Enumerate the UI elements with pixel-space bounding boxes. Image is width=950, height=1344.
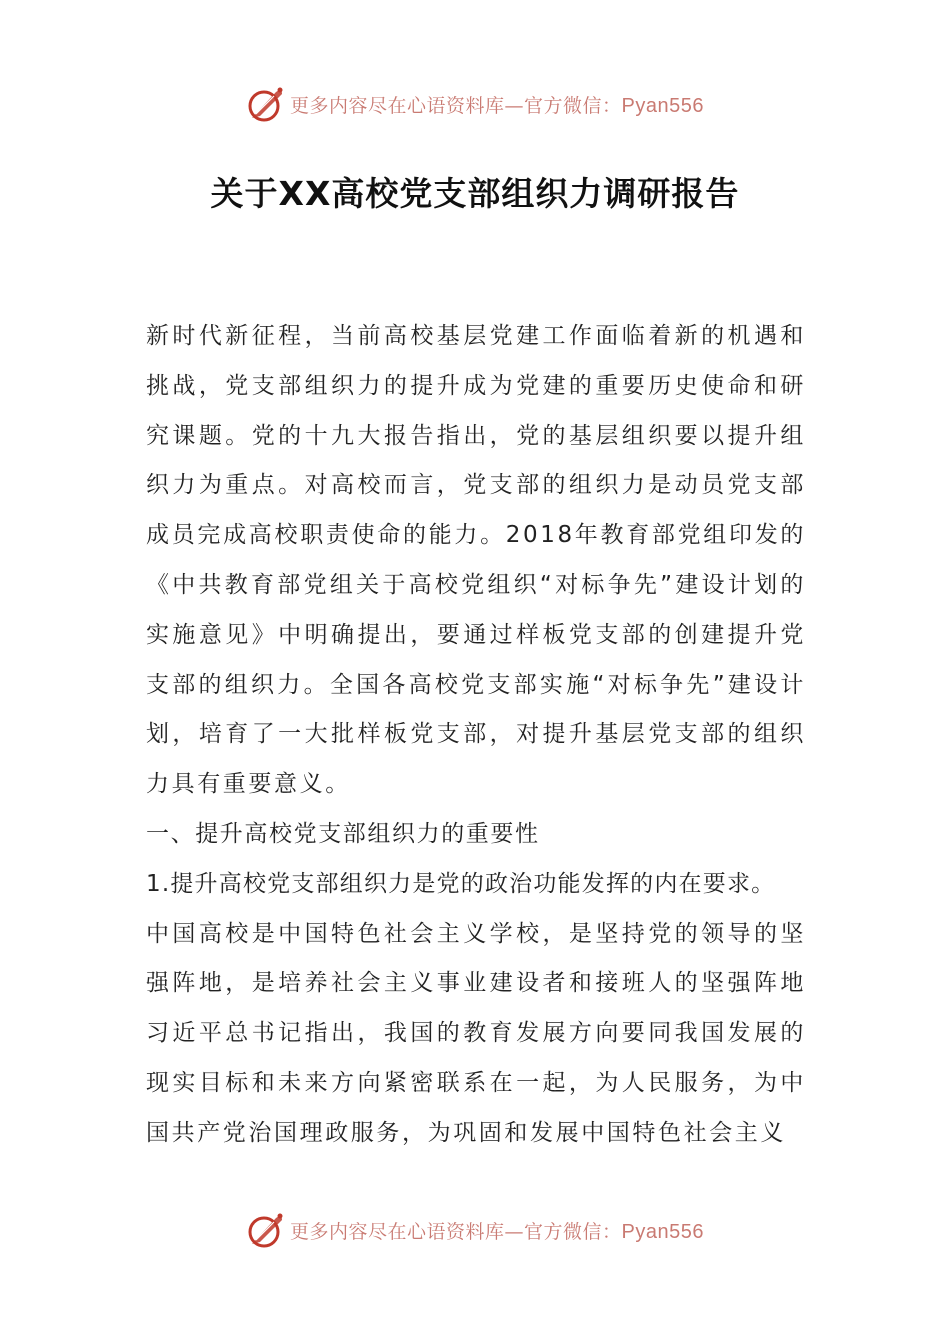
section-heading-1: 一、提升高校党支部组织力的重要性 xyxy=(146,820,540,847)
body-paragraph: 中国高校是中国特色社会主义学校，是坚持党的领导的坚强阵地，是培养社会主义事业建设者和接班人的坚强阵地习近平总书记指出，我国的教育发展方向要同我国发展的现实目标和未来方向紧密联系在一起，为人民服务，为中国共产党治国理政服务，为巩固和发展中国特色社会主义 xyxy=(146,920,806,1146)
intro-paragraph: 新时代新征程，当前高校基层党建工作面临着新的机遇和挑战，党支部组织力的提升成为党建的重要历史使命和研究课题。党的十九大报告指出，党的基层组织要以提升组织力为重点。对高校而言，党支部的组织力是动员党支部成员完成高校职责使命的能力。2018年教育部党组印发的《中共教育部党组关于高校党组织“对标争先”建设计划的实施意见》中明确提出，要通过样板党支部的创建提升党支部的组织力。全国各高校党支部实施“对标争先”建设计划，培育了一大批样板党支部，对提升基层党支部的组织力具有重要意义。 xyxy=(146,323,806,798)
header-wechat-handle: Pyan556 xyxy=(621,94,704,117)
footer-wechat-handle: Pyan556 xyxy=(621,1220,704,1243)
quill-logo-icon xyxy=(246,84,286,124)
header-watermark-banner xyxy=(0,82,950,126)
quill-logo-icon xyxy=(246,1210,286,1250)
subsection-heading-1-1: 1.提升高校党支部组织力是党的政治功能发挥的内在要求。 xyxy=(146,870,776,897)
footer-watermark-text: 更多内容尽在心语资料库—官方微信：Pyan556 xyxy=(290,1220,704,1243)
footer-watermark-banner xyxy=(0,1208,950,1252)
header-watermark-text: 更多内容尽在心语资料库—官方微信：Pyan556 xyxy=(290,94,704,117)
document-body xyxy=(146,312,806,1159)
footer-watermark xyxy=(246,1210,704,1250)
header-watermark xyxy=(246,84,704,124)
document-title: 关于XX高校党支部组织力调研报告 xyxy=(210,174,740,213)
